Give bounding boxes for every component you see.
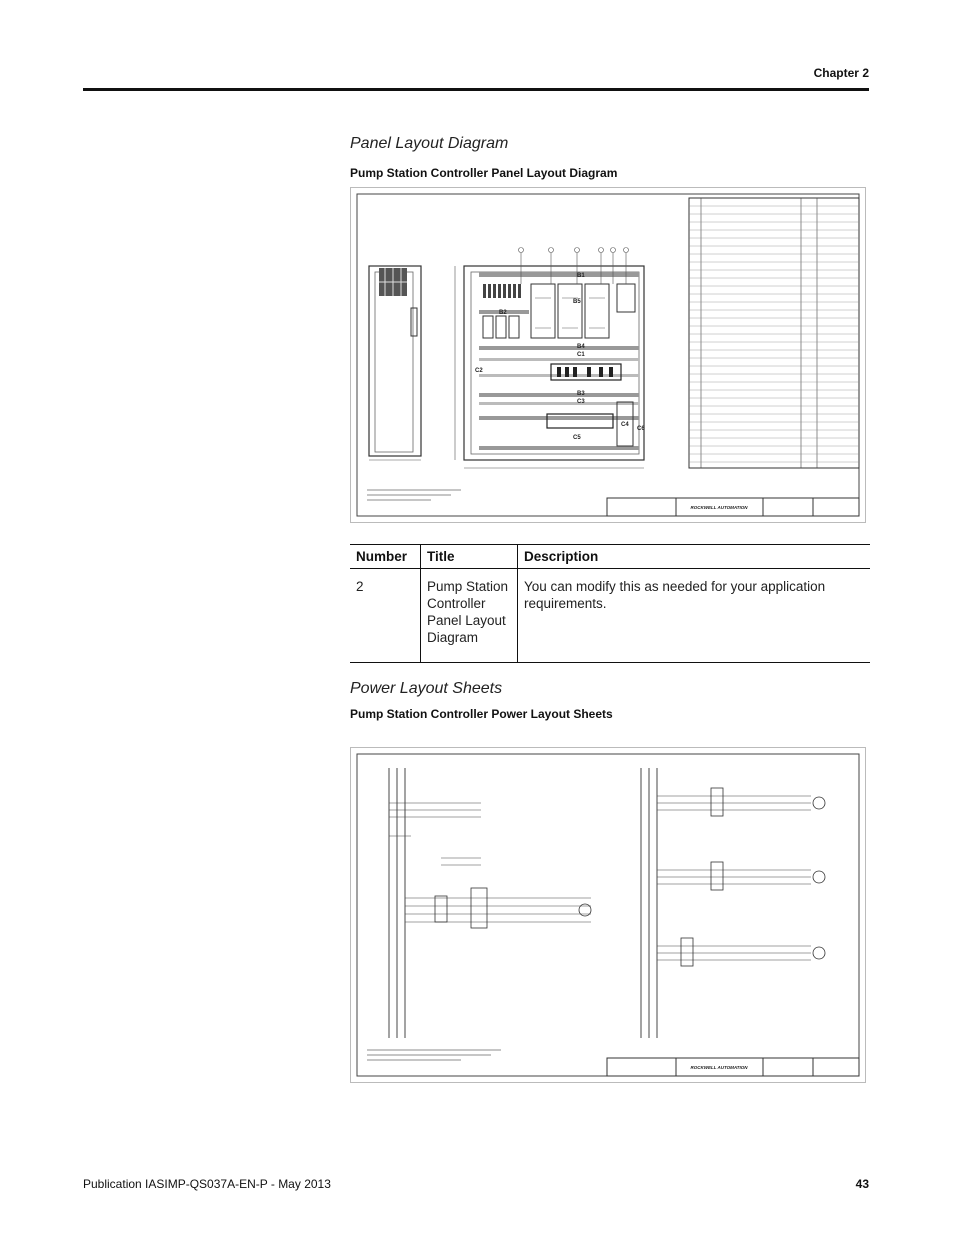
publication-footer: Publication IASIMP-QS037A-EN-P - May 2013: [83, 1177, 331, 1191]
header-rule: [83, 88, 869, 91]
label-c6: C6: [637, 426, 645, 432]
label-c5: C5: [573, 435, 581, 441]
power-layout-heading: Power Layout Sheets: [350, 680, 503, 697]
cell-title: Pump Station Controller Panel Layout Diagram: [421, 569, 518, 663]
power-layout-diagram: [350, 747, 866, 1083]
label-c2: C2: [475, 368, 483, 374]
label-c1: C1: [577, 352, 585, 358]
power-title-block: ROCKWELL AUTOMATION: [690, 1065, 748, 1070]
chapter-label: Chapter 2: [813, 66, 869, 80]
cell-number: 2: [350, 569, 421, 663]
label-c4: C4: [621, 422, 629, 428]
panel-layout-diagram: [350, 187, 866, 523]
power-layout-caption: Pump Station Controller Power Layout Sheets: [350, 707, 613, 721]
table-row: [350, 569, 870, 663]
label-b1: B1: [577, 273, 585, 279]
label-c3: C3: [577, 399, 585, 405]
label-b5: B5: [573, 299, 581, 305]
cell-description: You can modify this as needed for your application requirements.: [518, 569, 871, 663]
label-b2: B2: [499, 310, 507, 316]
panel-title-block: ROCKWELL AUTOMATION: [690, 505, 748, 510]
document-table: [350, 544, 870, 663]
page-number: 43: [855, 1177, 869, 1191]
header-title: Title: [421, 545, 518, 569]
header-description: Description: [518, 545, 871, 569]
panel-layout-heading: Panel Layout Diagram: [350, 135, 509, 152]
header-number: Number: [350, 545, 421, 569]
label-b4: B4: [577, 344, 585, 350]
panel-layout-caption: Pump Station Controller Panel Layout Diagram: [350, 166, 618, 180]
label-b3: B3: [577, 391, 585, 397]
